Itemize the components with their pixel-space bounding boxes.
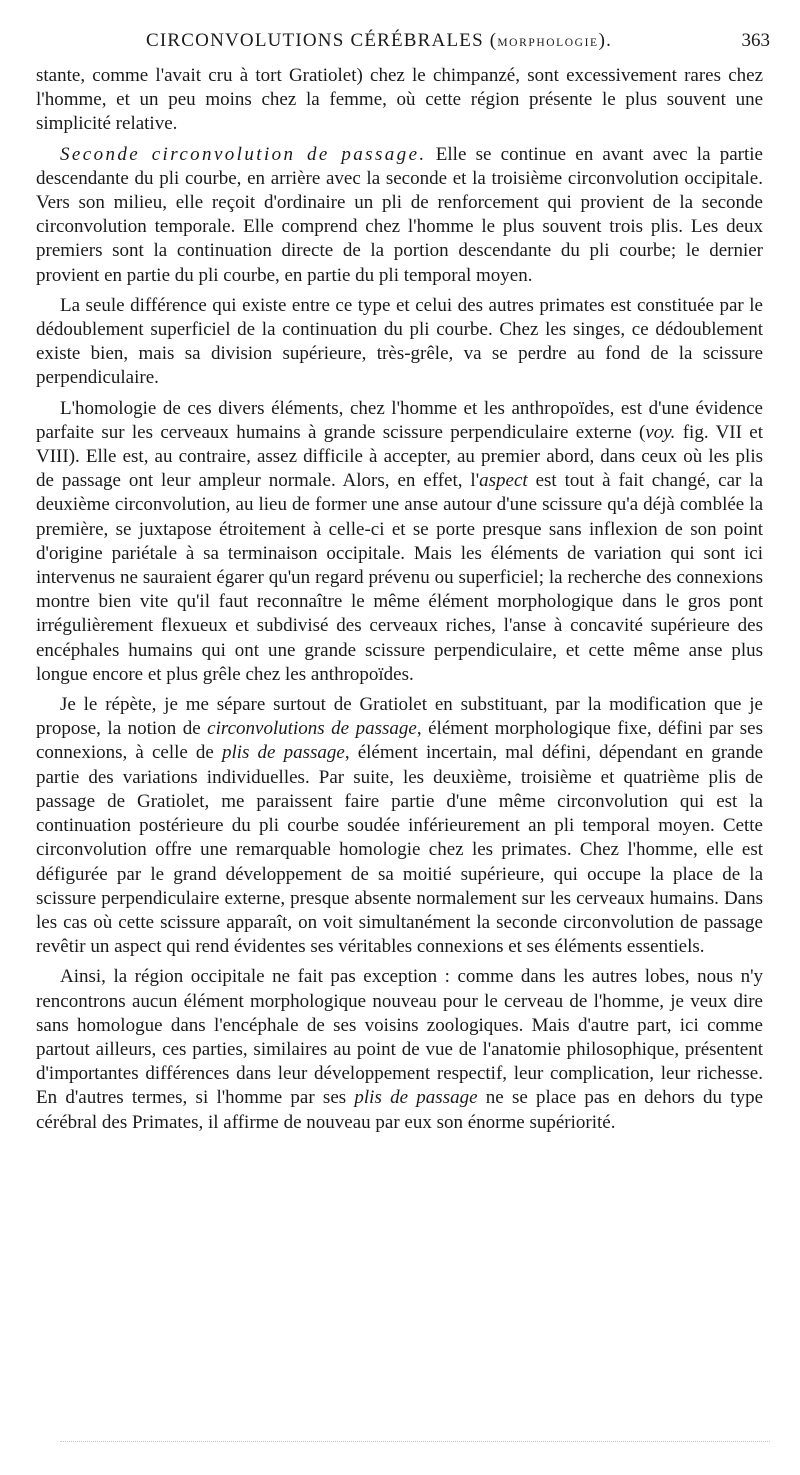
page-number: 363 — [741, 30, 770, 51]
running-header — [36, 30, 778, 58]
paragraph-text: Je le répète, je me sépare surtout de Gratiolet en substituant, par la modification que je propose, la notion de — [36, 694, 763, 740]
italic-term: plis de passage — [354, 1087, 478, 1109]
paragraph-je-le-repete — [36, 693, 763, 959]
paragraph-continuation — [36, 64, 763, 137]
paragraph-text: fig. VII et VIII). Elle est, au contraire, assez difficile à accepter, au premier abord, dans ceux où les plis de passage ont leur ampleur normale. Alors, en effet, l' — [36, 421, 763, 492]
italic-term: aspect — [479, 470, 528, 492]
paragraph-homologie — [36, 397, 763, 687]
paragraph-text: L'homologie de ces divers éléments, chez l'homme et les anthropoïdes, est d'une évidence parfaite sur les cerveaux humains à grande scissure perpendiculaire externe ( — [36, 397, 763, 443]
italic-term: voy. — [645, 421, 676, 443]
paragraph-difference — [36, 294, 763, 391]
paragraph-seconde-circonvolution — [36, 143, 763, 288]
paragraph-text: est tout à fait changé, car la deuxième circonvolution, au lieu de former une anse autour d'une scissure qu'a déjà comblée la première, se juxtapose étroitement à celle-ci et se porte presque sans inflexion de son point d'origine pariétale à sa terminaison occipitale. Mais les éléments de variation qui sont ici intervenus ne sauraient égarer qu'un regard prévenu ou superficiel; la recherche des connexions montre bien vite qu'il faut reconnaître le même élément morphologique dans le gros pont irrégulièrement flexueux et subdivisé des cerveaux riches, l'anse à concavité supérieure des encéphales humains qui ont une grande scissure perpendiculaire, et cette même anse plus longue encore et plus grêle chez les anthropoïdes. — [36, 470, 763, 685]
paragraph-ainsi — [36, 965, 763, 1134]
running-title-main: CIRCONVOLUTIONS CÉRÉBRALES ( — [146, 30, 498, 51]
footer-bleed-marks — [60, 1441, 770, 1442]
italic-term: plis de passage — [221, 742, 345, 764]
paragraph-text: La seule différence qui existe entre ce type et celui des autres primates est constituée par le dédoublement superficiel de la continuation du pli courbe. Chez les singes, ce dédoublement existe bien, mais sa division supérieure, très-grêle, va se perdre au fond de la scissure perpendiculaire. — [36, 294, 763, 389]
paragraph-text: ne se place pas en dehors du type cérébral des Primates, il affirme de nouveau par eux son énorme supériorité. — [36, 1087, 764, 1133]
running-title — [146, 30, 612, 52]
section-lead-heading: Seconde circonvolution de passage. — [60, 143, 427, 165]
paragraph-text: , élément incertain, mal défini, dépendant en grande partie des variations individuelles. Par suite, les deuxième, troisième et quatrième plis de passage de Gratiolet, me paraissent faire partie d'une même circonvolution qui est la continuation postérieure du pli courbe soudée inférieurement an pli temporal moyen. Cette circonvolution offre une remarquable homologie chez les primates. Chez l'homme, elle est défigurée par le grand développement de sa moitié supérieure, qui occupe la place de la scissure perpendiculaire externe, presque absente normalement sur les cerveaux humains. Dans les cas où cette scissure apparaît, on voit simultanément la seconde circonvolution de passage revêtir un aspect qui rend évidentes ses véritables connexions et ses éléments essentiels. — [36, 742, 763, 958]
running-title-end: ). — [598, 30, 613, 51]
paragraph-text: Elle se continue en avant avec la partie descendante du pli courbe, en arrière avec la seconde et la troisième circonvolution occipitale. Vers son milieu, elle reçoit d'ordinaire un pli de renforcement qui provient de la seconde circonvolution temporale. Elle comprend chez l'homme le plus souvent trois plis. Les deux premiers sont la continuation directe de la portion descendante du pli courbe; le dernier provient en partie du pli courbe, en partie du pli temporal moyen. — [36, 143, 763, 286]
italic-term: circonvolutions de passage — [207, 718, 417, 740]
paragraph-text: Ainsi, la région occipitale ne fait pas exception : comme dans les autres lobes, nous n'y rencontrons aucun élément morphologique nouveau pour le cerveau de l'homme, je veux dire sans homologue dans l'encéphale de ses voisins zoologiques. Mais d'autre part, ici comme partout ailleurs, ces parties, similaires au point de vue de l'anatomie philosophique, présentent d'importantes différences dans leur développement respectif, leur complication, leur richesse. En d'autres termes, si l'homme par ses — [36, 966, 763, 1109]
paragraph-text: stante, comme l'avait cru à tort Gratiolet) chez le chimpanzé, sont excessivement rares chez l'homme, et un peu moins chez la femme, où cette région présente le plus souvent une simplicité relative. — [36, 65, 763, 135]
body-text — [36, 64, 763, 1141]
paragraph-text: , élément morphologique fixe, défini par ses connexions, à celle de — [36, 718, 764, 764]
running-title-subtitle: MORPHOLOGIE — [497, 37, 599, 49]
